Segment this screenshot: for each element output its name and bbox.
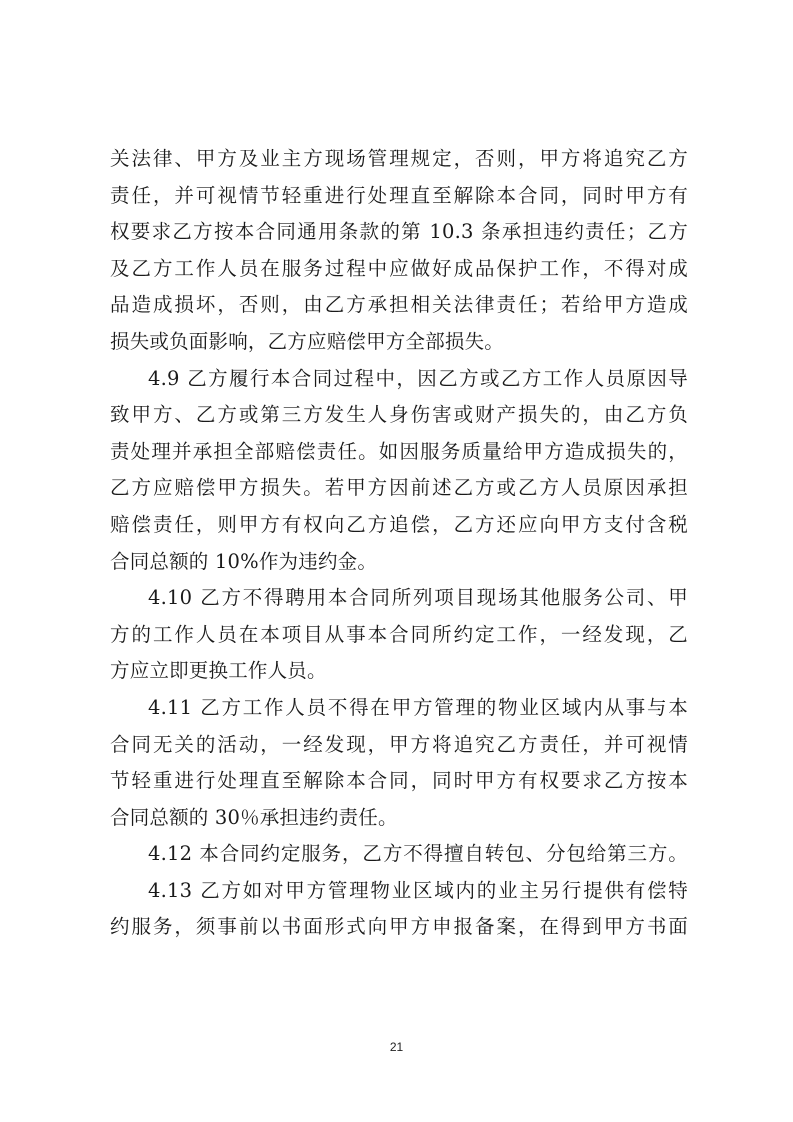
text-line: 权要求乙方按本合同通用条款的第 10.3 条承担违约责任；乙方: [110, 220, 688, 244]
text-line: 责处理并承担全部赔偿责任。如因服务质量给甲方造成损失的，: [110, 439, 688, 463]
text-line: 赔偿责任，则甲方有权向乙方追偿，乙方还应向甲方支付含税: [110, 512, 688, 536]
text-line: 损失或负面影响，乙方应赔偿甲方全部损失。: [110, 329, 505, 353]
text-line: 约服务，须事前以书面形式向甲方申报备案，在得到甲方书面: [110, 915, 688, 939]
text-line: 合同总额的 10%作为违约金。: [110, 549, 378, 573]
text-line: 乙方应赔偿甲方损失。若甲方因前述乙方或乙方人员原因承担: [110, 476, 688, 500]
text-line: 4.13 乙方如对甲方管理物业区域内的业主另行提供有偿特: [148, 878, 688, 902]
text-line: 及乙方工作人员在服务过程中应做好成品保护工作，不得对成: [110, 256, 688, 280]
text-line: 4.9 乙方履行本合同过程中，因乙方或乙方工作人员原因导: [148, 366, 688, 390]
text-line: 方的工作人员在本项目从事本合同所约定工作，一经发现，乙: [110, 622, 688, 646]
text-line: 4.10 乙方不得聘用本合同所列项目现场其他服务公司、甲: [148, 586, 688, 610]
text-line: 致甲方、乙方或第三方发生人身伤害或财产损失的，由乙方负: [110, 403, 688, 427]
text-line: 合同无关的活动，一经发现，甲方将追究乙方责任，并可视情: [110, 732, 688, 756]
text-line: 4.12 本合同约定服务，乙方不得擅自转包、分包给第三方。: [148, 842, 688, 866]
text-line: 4.11 乙方工作人员不得在甲方管理的物业区域内从事与本: [148, 695, 688, 719]
text-line: 合同总额的 30％承担违约责任。: [110, 805, 398, 829]
page-number: 21: [389, 1040, 404, 1054]
text-line: 方应立即更换工作人员。: [110, 659, 327, 683]
text-line: 关法律、甲方及业主方现场管理规定，否则，甲方将追究乙方: [110, 147, 688, 170]
text-line: 责任，并可视情节轻重进行处理直至解除本合同，同时甲方有: [110, 183, 688, 207]
body-text: [110, 141, 688, 946]
text-line: 品造成损坏，否则，由乙方承担相关法律责任；若给甲方造成: [110, 293, 688, 317]
text-line: 节轻重进行处理直至解除本合同，同时甲方有权要求乙方按本: [110, 769, 688, 793]
